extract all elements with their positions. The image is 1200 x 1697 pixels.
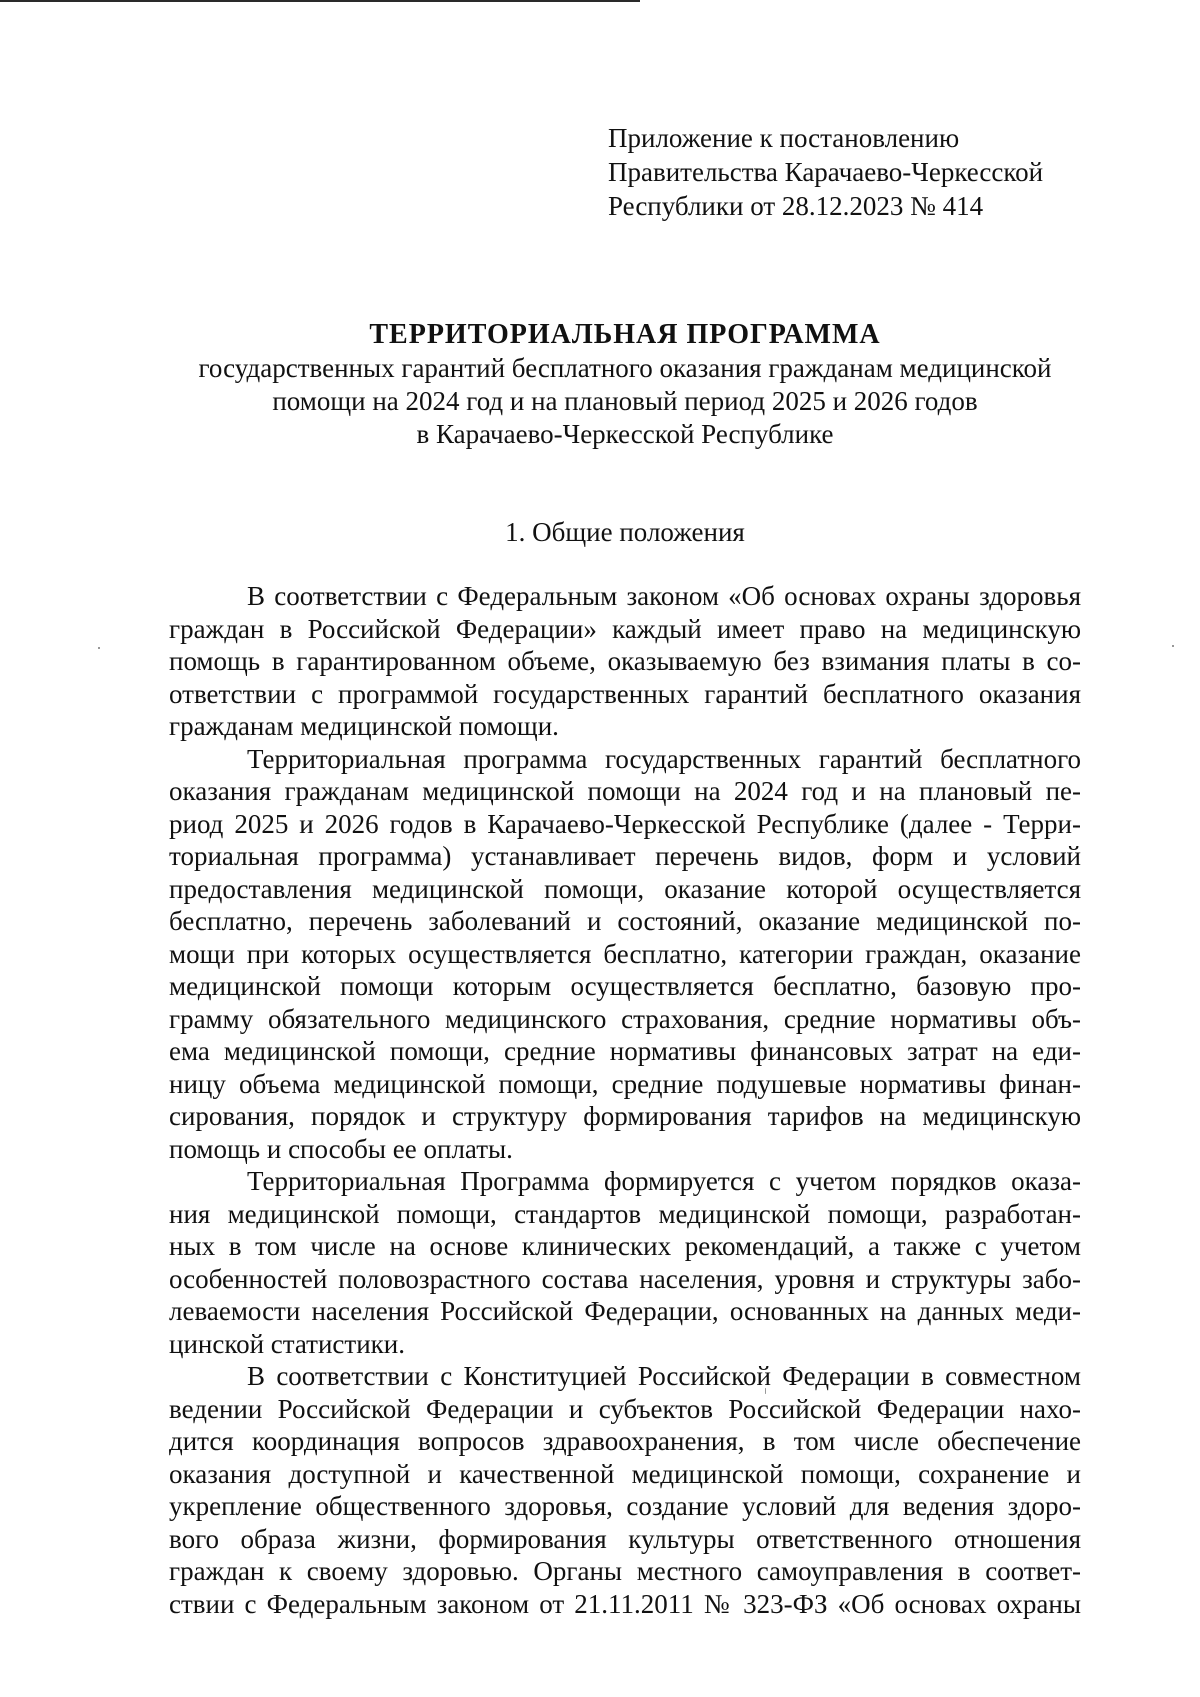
- body-paragraph: [169, 1360, 1081, 1620]
- paragraph-line: оказания гражданам медицинской помощи на 2024 год и на плановый пе-: [169, 776, 1081, 806]
- paragraph-line: Территориальная программа государственных гарантий бесплатного: [247, 743, 1081, 774]
- paragraph-line: В соответствии с Федеральным законом «Об основах охраны здоровья: [247, 581, 1081, 611]
- paragraph-line: предоставления медицинской помощи, оказание которой осуществляется: [169, 873, 1081, 904]
- appendix-line: Правительства Карачаево-Черкесской: [608, 157, 1044, 187]
- paragraph-line: сирования, порядок и структуру формирования тарифов на медицинскую: [169, 1101, 1081, 1131]
- paragraph-line: ема медицинской помощи, средние нормативы финансовых затрат на еди-: [169, 1036, 1081, 1066]
- paragraph-line: В соответствии с Конституцией Российской Федерации в совместном: [247, 1361, 1081, 1391]
- body-paragraph: [169, 743, 1081, 1166]
- paragraph-line: бесплатно, перечень заболеваний и состояний, оказание медицинской по-: [169, 906, 1081, 936]
- paragraph-line: вого образа жизни, формирования культуры ответственного отношения: [169, 1523, 1081, 1554]
- paragraph-line: ствии с Федеральным законом от 21.11.2011 № 323-ФЗ «Об основах охраны: [169, 1588, 1081, 1619]
- section-heading: 1. Общие положения: [505, 517, 745, 547]
- subtitle-line: помощи на 2024 год и на плановый период 2025 и 2026 годов: [272, 386, 978, 416]
- paragraph-line: цинской статистики.: [169, 1328, 405, 1359]
- paragraph-line: мощи при которых осуществляется бесплатно, категории граждан, оказание: [169, 938, 1081, 969]
- paragraph-line: укрепление общественного здоровья, создание условий для ведения здоро-: [169, 1491, 1081, 1521]
- paragraph-line: помощь в гарантированном объеме, оказываемую без взимания платы в со-: [169, 646, 1081, 676]
- paragraph-line: ведении Российской Федерации и субъектов Российской Федерации нахо-: [169, 1393, 1081, 1424]
- paragraph-line: медицинской помощи которым осуществляется бесплатно, базовую про-: [169, 971, 1081, 1001]
- document-title: ТЕРРИТОРИАЛЬНАЯ ПРОГРАММА: [369, 319, 881, 350]
- paragraph-line: ницу объема медицинской помощи, средние подушевые нормативы финан-: [169, 1068, 1081, 1099]
- body-paragraph: [169, 580, 1081, 743]
- scan-speck: [1172, 645, 1174, 647]
- scan-edge-line: [0, 0, 640, 2]
- paragraph-line: гражданам медицинской помощи.: [169, 711, 559, 741]
- body-paragraph: [169, 1165, 1081, 1360]
- paragraph-line: ных в том числе на основе клинических рекомендаций, а также с учетом: [169, 1231, 1081, 1261]
- scan-speck: [98, 647, 100, 649]
- appendix-note: [608, 121, 1148, 223]
- paragraph-line: Территориальная Программа формируется с учетом порядков оказа-: [247, 1166, 1081, 1196]
- paragraph-line: ответствии с программой государственных гарантий бесплатного оказания: [169, 678, 1081, 709]
- paragraph-line: оказания доступной и качественной медицинской помощи, сохранение и: [169, 1458, 1081, 1489]
- appendix-line: Приложение к постановлению: [608, 123, 960, 153]
- paragraph-line: особенностей половозрастного состава населения, уровня и структуры забо-: [169, 1263, 1081, 1294]
- paragraph-line: дится координация вопросов здравоохранения, в том числе обеспечение: [169, 1426, 1081, 1456]
- subtitle-line: государственных гарантий бесплатного оказания гражданам медицинской: [198, 353, 1052, 383]
- paragraph-line: грамму обязательного медицинского страхования, средние нормативы объ-: [169, 1003, 1081, 1034]
- document-subtitle: [150, 352, 1100, 451]
- paragraph-line: леваемости населения Российской Федерации, основанных на данных меди-: [169, 1296, 1081, 1326]
- paragraph-line: риод 2025 и 2026 годов в Карачаево-Черкесской Республике (далее - Терри-: [169, 808, 1081, 839]
- subtitle-line: в Карачаево-Черкесской Республике: [416, 419, 834, 449]
- paragraph-line: ториальная программа) устанавливает перечень видов, форм и условий: [169, 841, 1081, 871]
- paragraph-line: ния медицинской помощи, стандартов медицинской помощи, разработан-: [169, 1198, 1081, 1229]
- paragraph-line: граждан к своему здоровью. Органы местного самоуправления в соответ-: [169, 1556, 1081, 1586]
- paragraph-line: помощь и способы ее оплаты.: [169, 1133, 513, 1164]
- appendix-line: Республики от 28.12.2023 № 414: [608, 191, 984, 221]
- document-body: [169, 580, 1081, 1620]
- title-block: [150, 318, 1100, 451]
- paragraph-line: граждан в Российской Федерации» каждый имеет право на медицинскую: [169, 613, 1081, 644]
